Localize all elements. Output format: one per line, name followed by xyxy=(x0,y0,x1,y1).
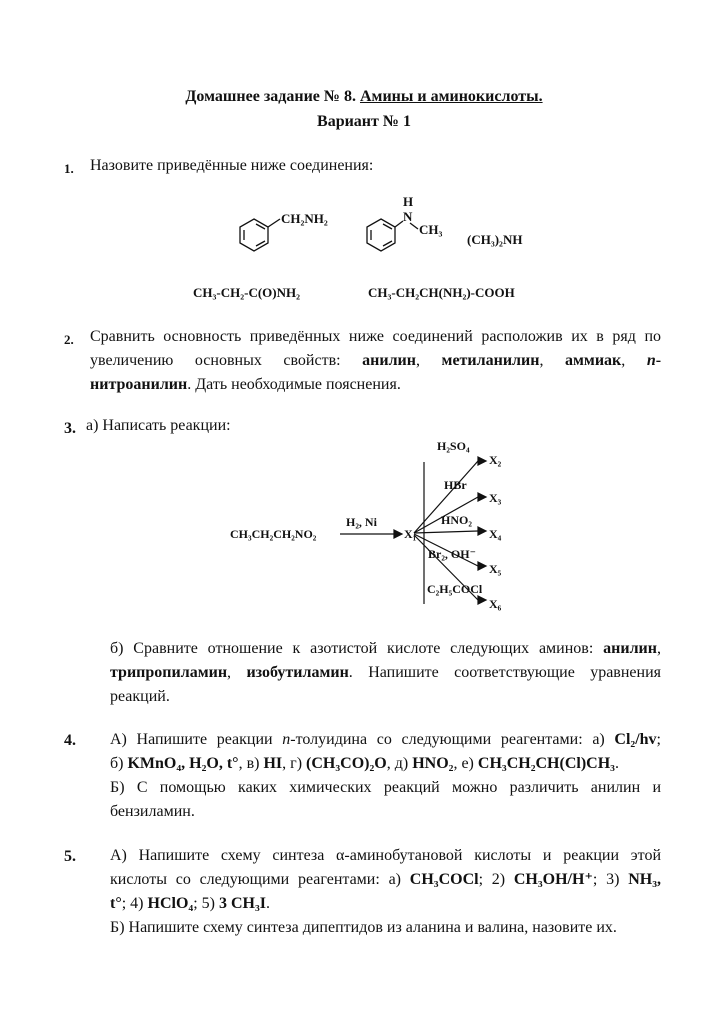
methylaniline-term: метиланилин xyxy=(441,352,540,369)
task2-intro: увеличению основных свойств: xyxy=(90,352,363,369)
task4-a-intro: А) Напишите реакции xyxy=(110,731,283,748)
task4-b-label: б) xyxy=(110,755,128,772)
task4-e-label: , е) xyxy=(453,755,478,772)
main-conditions: H₂, Ni xyxy=(346,515,377,529)
task2-number: 2. xyxy=(64,332,74,347)
reagent-nh3: NH₃, xyxy=(628,871,661,888)
aminobutanoic-acid: CH₃-CH₂CH(NH₂)-COOH xyxy=(368,285,515,300)
task3-b-line3: реакций. xyxy=(110,688,170,705)
task4-d-label: , д) xyxy=(386,755,413,772)
task5-a-line1: А) Напишите схему синтеза α-аминобутановой кислоты и реакции этой xyxy=(110,847,661,864)
task4-dot: . xyxy=(614,755,619,772)
product-x3: X₃ xyxy=(489,491,502,505)
dimethylamine: (CH₃)₂NH xyxy=(467,232,523,247)
isobutylamine-term: изобутиламин xyxy=(246,664,349,681)
task3-b-tail: . Напишите соответствующие уравнения xyxy=(348,664,662,681)
task4-a-mid: -толуидина со следующими реагентами: а) xyxy=(290,731,615,748)
methylaniline-n: N xyxy=(403,209,413,224)
reagent-br2-oh: Br₂, OH⁻ xyxy=(428,547,476,561)
benzylamine-group: CH₂NH₂ xyxy=(281,211,328,226)
product-x5: X₅ xyxy=(489,562,502,576)
task3-b-line1: б) Сравните отношение к азотистой кислоте следующих аминов: анилин, xyxy=(110,640,661,657)
propanamide: CH₃-CH₂-C(O)NH₂ xyxy=(193,285,301,300)
task5-sep3: ; 3) xyxy=(592,871,629,888)
task4-b-line1: Б) С помощью каких химических реакций можно различить анилин и xyxy=(110,779,661,796)
product-x6: X₆ xyxy=(489,597,502,611)
task5-number: 5. xyxy=(64,848,76,865)
task5-sep5: ; 5) xyxy=(193,895,219,912)
task5-sep2: ; 2) xyxy=(478,871,514,888)
x1-label: X₁ xyxy=(404,527,417,541)
task5-dot: . xyxy=(266,895,271,912)
task3-b-intro: б) Сравните отношение к азотистой кислоте следующих аминов: xyxy=(110,640,604,657)
para-prefix: n xyxy=(646,352,656,369)
reagent-h2so4: H₂SO₄ xyxy=(437,439,470,453)
title-topic: Амины и аминокислоты. xyxy=(359,88,543,105)
task1-number: 1. xyxy=(64,161,74,176)
task2-tail: . Дать необходимые пояснения. xyxy=(187,376,401,393)
product-x2: X₂ xyxy=(489,453,502,467)
task5-a-line3 xyxy=(110,892,270,916)
aniline-term: анилин xyxy=(362,352,416,369)
task3-b-line2: трипропиламин, изобутиламин. Напишите соответствующие уравнения xyxy=(110,664,662,681)
product-x4: X₄ xyxy=(489,527,502,541)
task4-b-line2: бензиламин. xyxy=(110,803,195,820)
variant-title: Вариант № 1 xyxy=(317,113,411,130)
methylaniline-ch3: CH₃ xyxy=(419,222,443,237)
reagent-ch3cocl: CH₃COCl xyxy=(409,871,479,888)
task2-line1: Сравнить основность приведённых ниже соединений расположив их в ряд по xyxy=(90,328,661,345)
task4-a-line1 xyxy=(110,728,661,752)
task4-g-label: , г) xyxy=(282,755,307,772)
task4-number: 4. xyxy=(64,732,76,749)
tripropylamine-term: трипропиламин xyxy=(110,664,228,681)
reagent-temp: t° xyxy=(110,895,122,912)
reagent-anhydride: (CH₃CO)₂O xyxy=(306,755,387,772)
reagent-kmno4: KMnO₄, H₂O, t° xyxy=(127,755,239,772)
task3-a-text: а) Написать реакции: xyxy=(86,417,231,434)
task4-para: n xyxy=(282,731,291,748)
reagent-ch3i: 3 CH₃I xyxy=(218,895,267,912)
reagent-methanol: CH₃OH/H⁺ xyxy=(513,871,593,888)
reagent-hbr: HBr xyxy=(444,478,467,492)
reagent-c2h5cocl: C₂H₅COCl xyxy=(427,582,483,596)
task3-number: 3. xyxy=(64,420,76,437)
para-dash: - xyxy=(655,352,662,369)
reagent-hi: HI xyxy=(263,755,283,772)
ammonia-term: аммиак xyxy=(565,352,622,369)
task2-line2: увеличению основных свойств: анилин, метиланилин, аммиак, n- xyxy=(90,352,662,369)
reagent-hclo4: HClO₄ xyxy=(147,895,194,912)
task4-a-end: ; xyxy=(656,731,661,748)
task3-aniline: анилин xyxy=(603,640,657,657)
reagent-chloroalkane: CH₃CH₂CH(Cl)CH₃ xyxy=(477,755,615,772)
title-prefix: Домашнее задание № 8. xyxy=(185,88,360,105)
start-compound: CH₃CH₂CH₂NO₂ xyxy=(230,527,317,541)
task5-b-line: Б) Напишите схему синтеза дипептидов из аланина и валина, назовите их. xyxy=(110,919,617,936)
task4-a-line2 xyxy=(110,752,661,776)
methylaniline-h: H xyxy=(403,194,414,209)
reagent-hno2: HNO₂ xyxy=(441,513,472,527)
task4-v-label: , в) xyxy=(238,755,264,772)
nitroaniline-term: нитроанилин xyxy=(90,376,188,393)
task5-a-line2 xyxy=(110,868,661,892)
reagent-hno2-t4: HNO₂ xyxy=(412,755,454,772)
main-arrowhead xyxy=(394,530,402,538)
reagent-cl2-hv: Cl₂/hv xyxy=(614,731,657,748)
task5-a-intro: кислоты со следующими реагентами: а) xyxy=(110,871,410,888)
task5-sep4: ; 4) xyxy=(121,895,148,912)
task1-text: Назовите приведённые ниже соединения: xyxy=(90,157,374,174)
